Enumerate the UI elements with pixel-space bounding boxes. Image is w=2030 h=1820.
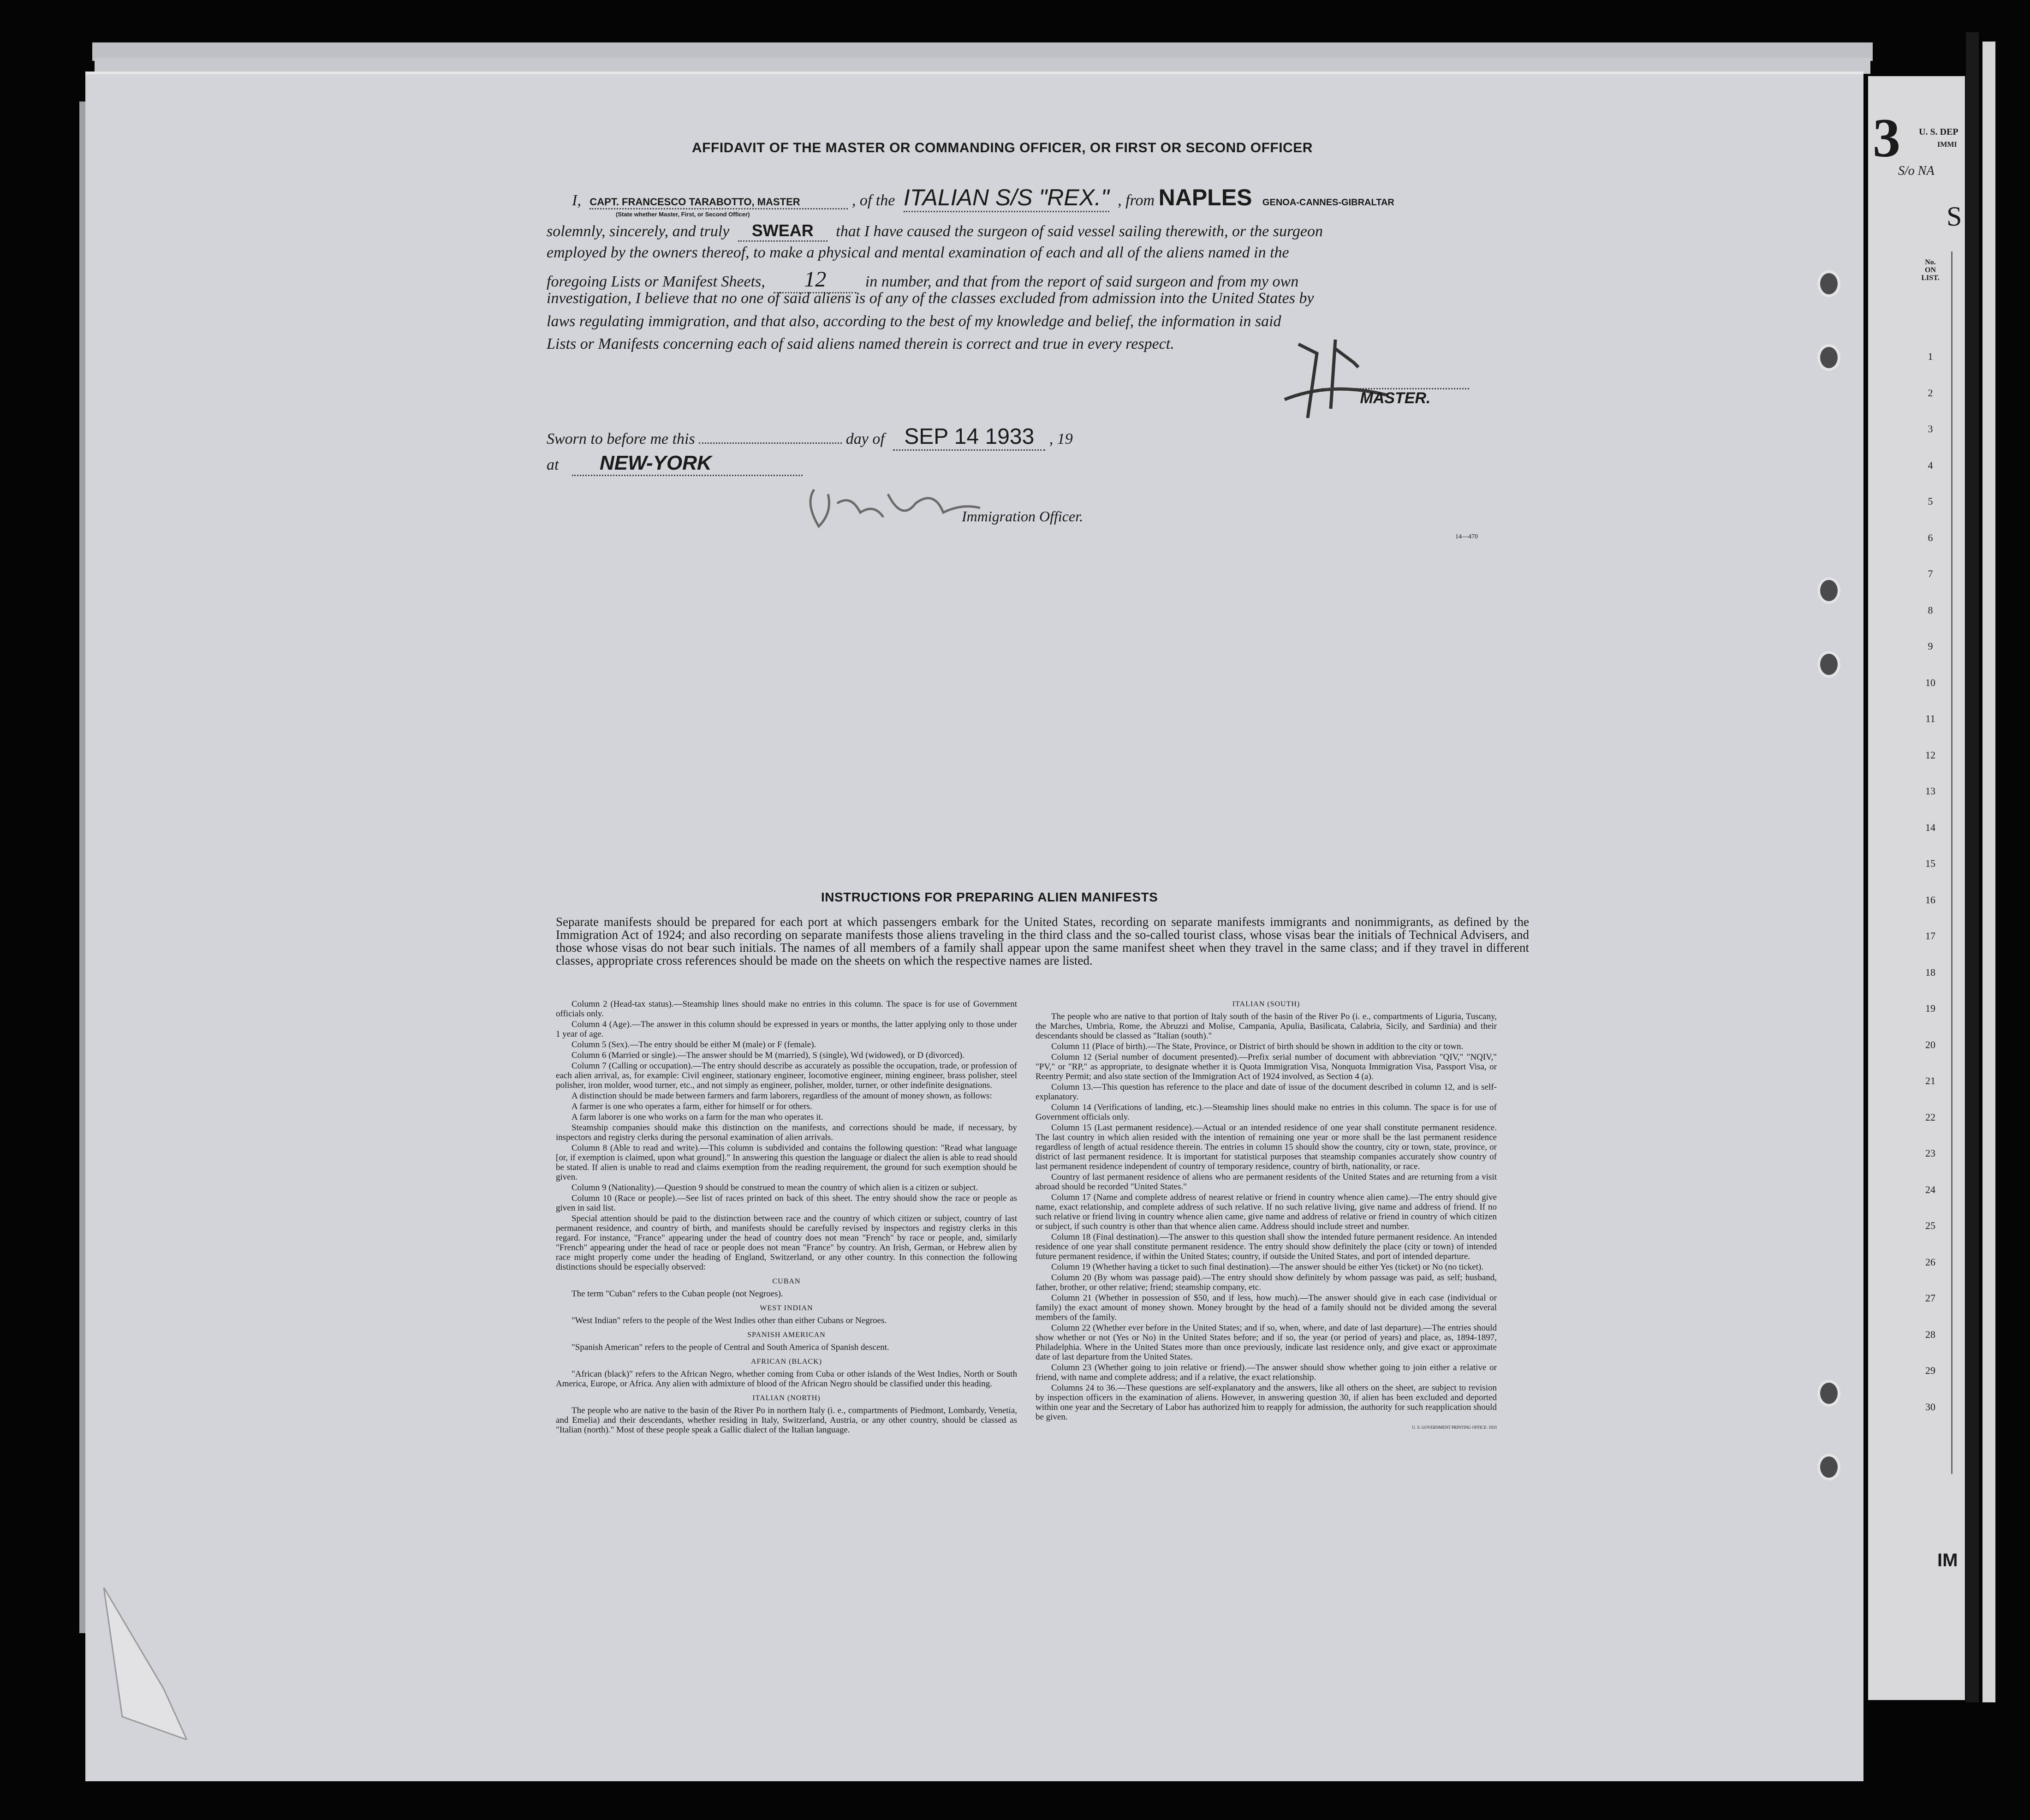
row-number: 5 [1928, 495, 1933, 507]
row-number: 2 [1928, 387, 1933, 399]
row-number: 29 [1925, 1365, 1935, 1376]
row-number: 4 [1928, 459, 1933, 471]
row-number: 23 [1925, 1147, 1935, 1159]
sheet-number: 3 [1873, 107, 1900, 168]
right-paragraph: Column 13.—This question has reference to the place and date of issue of the document described in column 12, and is self-explanatory. [1036, 1082, 1497, 1102]
row-number: 24 [1925, 1183, 1935, 1195]
swear-prefix: solemnly, sincerely, and truly [547, 223, 730, 240]
right-paragraph: Column 20 (By whom was passage paid).—The entry should show definitely by whom passage was paid, as self; husband, father, brother, or other relative; friend; steamship company, etc. [1036, 1273, 1497, 1292]
row-number: 17 [1925, 930, 1935, 942]
row-number: 7 [1928, 568, 1933, 579]
section-text-spanish-american: "Spanish American" refers to the people of Central and South America of Spanish descent. [571, 1343, 889, 1352]
row-number: 22 [1925, 1111, 1935, 1123]
left-paragraph: Steamship companies should make this distinction on the manifests, and corrections should be made, if necessary, by inspectors and registry clerks during the personal examination of alien arrivals. [556, 1123, 1017, 1142]
right-paragraph: Country of last permanent residence of aliens who are permanent residents of the United States and are returning from a visit abroad should be recorded "United States." [1036, 1172, 1497, 1192]
left-paragraph: Column 5 (Sex).—The entry should be either M (male) or F (female). [571, 1040, 816, 1050]
binder-hole [1817, 270, 1840, 297]
swear-word: SWEAR [738, 221, 827, 242]
left-paragraph: Column 2 (Head-tax status).—Steamship lines should make no entries in this column. The space is for use of Government officials only. [556, 999, 1017, 1019]
sworn-place-line [547, 452, 803, 476]
section-text-african: "African (black)" refers to the African Negro, whether coming from Cuba or other islands of the West Indies, North or South America, Europe, or Africa. Any alien with admixture of blood of the African Negro should be classified under this heading. [556, 1369, 1017, 1389]
ship-name: ITALIAN S/S "REX." [904, 184, 1109, 212]
list-number-header [1912, 258, 1949, 282]
section-heading-west-indian: WEST INDIAN [760, 1304, 813, 1312]
row-number: 21 [1925, 1075, 1935, 1086]
line4-suffix: in number, and that from the report of said surgeon and from my own [865, 273, 1299, 290]
section-heading-italian-north: ITALIAN (NORTH) [752, 1394, 821, 1402]
section-text-cuban: The term "Cuban" refers to the Cuban people (not Negroes). [571, 1289, 783, 1299]
adjacent-manifest-sheet [1868, 76, 1965, 1700]
right-paragraph: Column 12 (Serial number of document presented).—Prefix serial number of document with abbreviation "QIV," "NQIV," "PV," or "RP," as appropriate, to designate whether it is Quota Immigration Visa, Nonquota Immigration Visa, Passport Visa, or Reentry Permit; and also state section of the Immigration Act of 1924 involved, as Section 4 (a). [1036, 1052, 1497, 1081]
instructions-intro: Separate manifests should be prepared for each port at which passengers embark for the United States, recording on separate manifests immigrants and nonimmigrants, as defined by the Immigration Act of 1924; and also recording on separate manifests those aliens traveling in the third class and the so-called tourist class, whose visas bear the initials of Technical Advisers, and those whose visas do not bear such initials. The names of all members of a family shall appear upon the same manifest sheet when they travel in the same class; and if they travel in different classes, appropriate cross references should be made on the sheets on which the respective names are listed. [556, 915, 1529, 967]
row-number: 9 [1928, 640, 1933, 652]
left-paragraph: A farmer is one who operates a farm, either for himself or for others. [571, 1102, 812, 1111]
ports-list: GENOA-CANNES-GIBRALTAR [1262, 197, 1394, 208]
affidavit-title: AFFIDAVIT OF THE MASTER OR COMMANDING OFFICER, OR FIRST OR SECOND OFFICER [692, 140, 1313, 155]
master-name: CAPT. FRANCESCO TARABOTTO, MASTER [589, 196, 848, 209]
binder-hole [1817, 1380, 1840, 1407]
sheet-header-fragment-1: U. S. DEP [1919, 127, 1959, 137]
row-number: 16 [1925, 894, 1935, 906]
row-number: 26 [1925, 1256, 1935, 1268]
right-paragraph: Column 14 (Verifications of landing, etc.).—Steamship lines should make no entries in this column. The space is for use of Government officials only. [1036, 1103, 1497, 1122]
left-paragraph: Column 7 (Calling or occupation).—The entry should describe as accurately as possible the occupation, trade, or profession of each alien arrival, as, for example: Civil engineer, stationary engineer, locomotive engineer, mining engineer, brass polisher, steel polisher, iron molder, wood turner, etc., and not simply as engineer, polisher, molder, turner, or other indefinite designations. [556, 1061, 1017, 1090]
instructions-title: INSTRUCTIONS FOR PREPARING ALIEN MANIFESTS [821, 890, 1158, 904]
officer-label: Immigration Officer. [962, 508, 1083, 525]
right-paragraph: Column 17 (Name and complete address of nearest relative or friend in country whence alien came).—The entry should give name, exact relationship, and complete address of such relative. If no such relative living, give name and address of friend. If no such relative or friend living in country whence alien came, give name and address of relative or friend in country of which citizen or subject, if such country is other than that whence alien came. Address should include street and number. [1036, 1193, 1497, 1231]
affidavit-prefix: I, [572, 192, 581, 209]
far-right-sheet-edge [1982, 42, 1995, 1702]
printer-note: U. S. GOVERNMENT PRINTING OFFICE: 1933 [1412, 1425, 1497, 1430]
right-paragraph: Column 23 (Whether going to join relative or friend).—The answer should show whether going to join either a relative or friend, with name and complete address; and if a relative, the exact relationship. [1036, 1363, 1497, 1382]
sheet-handwritten-note: S/o NA [1898, 164, 1935, 178]
right-paragraph: Column 22 (Whether ever before in the United States; and if so, when, where, and date of last departure).—The entries should show whether or not (Yes or No) in the United States before; and if so, the year (or period of years) and place, as, 1894-1897, Philadelphia. Where in the United States more than once previously, indicate last residence only, and give exact or approximate date of last departure from the United States. [1036, 1323, 1497, 1362]
affidavit-line-2 [547, 221, 1323, 242]
departure-port: NAPLES [1158, 185, 1252, 210]
swear-suffix: that I have caused the surgeon of said vessel sailing therewith, or the surgeon [836, 223, 1323, 240]
row-number: 30 [1925, 1401, 1935, 1413]
folded-corner [95, 1587, 205, 1740]
sworn-place: NEW-YORK [572, 452, 803, 476]
right-paragraph: Column 21 (Whether in possession of $50, and if less, how much).—The answer should give in each case (individual or family) the exact amount of money shown. Money brought by the head of a family should not be divided among the several members of the family. [1036, 1293, 1497, 1322]
list-number-column-border [1951, 251, 1953, 1474]
row-number: 11 [1925, 713, 1935, 724]
sheet-footer-fragment: IM [1937, 1550, 1958, 1570]
row-number: 28 [1925, 1328, 1935, 1340]
right-paragraph: Column 15 (Last permanent residence).—Actual or an intended residence of one year shall constitute permanent residence. The last country in which alien resided with the intention of remaining one year or more shall be the last permanent residence regardless of length of actual residence therein. The entries in column 15 should show the country, city or town, state, province, or district of last permanent residence. It is important for statistical purposes that steamship companies accurately show country of last permanent residence independent of country of temporary residence, country of birth, nationality, or race. [1036, 1123, 1497, 1171]
affidavit-line-7: Lists or Manifests concerning each of said aliens named therein is correct and true in every respect. [547, 335, 1174, 352]
section-heading-spanish-american: SPANISH AMERICAN [747, 1331, 826, 1339]
right-paragraph: Columns 24 to 36.—These questions are self-explanatory and the answers, like all others on the sheet, are subject to revision by inspection officers in the examination of aliens. However, in answering question 30, if alien has been excluded and deported within one year and the Secretary of Labor has authorized him to reapply for admission, the authority for such reapplication should be given. [1036, 1383, 1497, 1422]
left-paragraph: Special attention should be paid to the distinction between race and the country of which citizen or subject, country of last permanent residence, and country of birth, and manifests should be carefully revised by inspectors and registry clerks in this regard. For instance, "France" appearing under the head of country does not mean "French" by race or people, and, similarly "French" appearing under the head of race or people does not mean "France" by country. An Irish, German, or Hebrew alien by race might properly come under the heading of England, Switzerland, or any other country. In this connection the following distinctions should be especially observed: [556, 1214, 1017, 1272]
affidavit-line-3: employed by the owners thereof, to make a physical and mental examination of each and all of the aliens named in the [547, 244, 1289, 261]
binder-hole [1817, 1454, 1840, 1480]
section-text-italian-north: The people who are native to the basin of the River Po in northern Italy (i. e., compartments of Piedmont, Lombardy, Venetia, and Emelia) and their descendants, whether residing in Italy, Switzerland, Austria, or any other country, should be classed as "Italian (north)." Most of these people speak a Gallic dialect of the Italian language. [556, 1406, 1017, 1435]
right-paragraph: The people who are native to that portion of Italy south of the basin of the River Po (i. e., compartments of Liguria, Tuscany, the Marches, Umbria, Rome, the Abruzzi and Molise, Campania, Apulia, Basilicata, Calabria, Sicily, and Sardinia) and their descendants should be classed as "Italian (south)." [1036, 1012, 1497, 1041]
row-number: 6 [1928, 531, 1933, 543]
col-header-list: LIST. [1921, 274, 1940, 282]
row-number: 3 [1928, 423, 1933, 435]
sworn-date: SEP 14 1933 [893, 424, 1045, 451]
instructions-right-column [1036, 999, 1497, 1432]
manifest-page [85, 72, 1863, 1781]
row-number: 19 [1925, 1002, 1935, 1014]
binding-strip [1966, 32, 1979, 1702]
left-paragraph: Column 10 (Race or people).—See list of races printed on back of this sheet. The entry should show the race or people as given in said list. [556, 1193, 1017, 1213]
line4-prefix: foregoing Lists or Manifest Sheets, [547, 273, 765, 290]
from-text: , from [1118, 192, 1155, 209]
year-suffix: , 19 [1049, 430, 1073, 448]
left-paragraph: Column 6 (Married or single).—The answer should be M (married), S (single), Wd (widowed), or D (divorced). [571, 1050, 964, 1060]
col-header-on: ON [1925, 266, 1936, 274]
binder-hole [1817, 344, 1840, 371]
left-paragraph: A farm laborer is one who works on a farm for the man who operates it. [571, 1112, 823, 1122]
left-paragraph: A distinction should be made between farmers and farm laborers, regardless of the amount of money shown, as follows: [571, 1091, 992, 1101]
right-paragraph: Column 19 (Whether having a ticket to such final destination).—The answer should be either Yes (ticket) or No (no ticket). [1051, 1262, 1484, 1272]
instructions-left-column [556, 999, 1017, 1436]
of-the-text: , of the [851, 192, 895, 209]
section-heading-african: AFRICAN (BLACK) [750, 1358, 822, 1366]
col-header-no: No. [1925, 258, 1936, 266]
row-number: 1 [1928, 351, 1933, 362]
officer-caption: (State whether Master, First, or Second Officer) [616, 211, 750, 218]
master-signature [1266, 326, 1405, 427]
row-number: 10 [1925, 676, 1935, 688]
affidavit-line-5: investigation, I believe that no one of said aliens is of any of the classes excluded from admission into the United States by [547, 290, 1314, 307]
section-heading-cuban: CUBAN [772, 1277, 801, 1285]
right-paragraph: Column 18 (Final destination).—The answer to this question shall show the intended future permanent residence. An intended residence of one year shall constitute permanent residence. The entry should show definitely the place (city or town) of intended future permanent residence, if within the United States; country, if outside the United States, and port of intended departure. [1036, 1232, 1497, 1261]
section-heading-italian-south: ITALIAN (SOUTH) [1232, 1000, 1300, 1008]
day-of-text: day of [845, 430, 885, 448]
left-paragraph: Column 8 (Able to read and write).—This column is subdivided and contains the following question: "Read what language [or, if exemption is claimed, upon what ground]." In answering this question the language or dialect the alien is able to read should be stated. If alien is unable to read and claims exemption from the reading requirement, the ground for such exemption should be given. [556, 1143, 1017, 1182]
at-text: at [547, 456, 559, 473]
left-paragraph: Column 9 (Nationality).—Question 9 should be construed to mean the country of which alien is a citizen or subject. [571, 1183, 978, 1193]
binder-hole [1817, 577, 1840, 604]
affidavit-line-1 [572, 184, 1394, 212]
row-number: 14 [1925, 821, 1935, 833]
row-number: 15 [1925, 858, 1935, 869]
row-number: 18 [1925, 966, 1935, 978]
sheet-big-letter: S [1947, 201, 1962, 232]
sheet-header-fragment-2: IMMI [1937, 141, 1957, 149]
row-number: 27 [1925, 1292, 1935, 1304]
left-paragraph: Column 4 (Age).—The answer in this column should be expressed in years or months, the latter applying only to those under 1 year of age. [556, 1020, 1017, 1039]
right-paragraph: Column 11 (Place of birth).—The State, Province, or District of birth should be shown in addition to the city or town. [1051, 1042, 1464, 1051]
form-number: 14—470 [1455, 533, 1478, 540]
sworn-prefix: Sworn to before me this [547, 430, 695, 448]
row-number: 25 [1925, 1220, 1935, 1231]
sheet-count: 12 [774, 267, 857, 293]
affidavit-line-6: laws regulating immigration, and that also, according to the best of my knowledge and belief, the information in said [547, 313, 1281, 330]
master-label: MASTER. [1322, 388, 1469, 407]
row-number: 20 [1925, 1038, 1935, 1050]
row-number: 13 [1925, 785, 1935, 797]
sworn-line [547, 424, 1073, 451]
row-number: 8 [1928, 604, 1933, 616]
section-text-west-indian: "West Indian" refers to the people of the West Indies other than either Cubans or Negroes. [571, 1316, 887, 1325]
binder-hole [1817, 651, 1840, 678]
row-number: 12 [1925, 749, 1935, 761]
